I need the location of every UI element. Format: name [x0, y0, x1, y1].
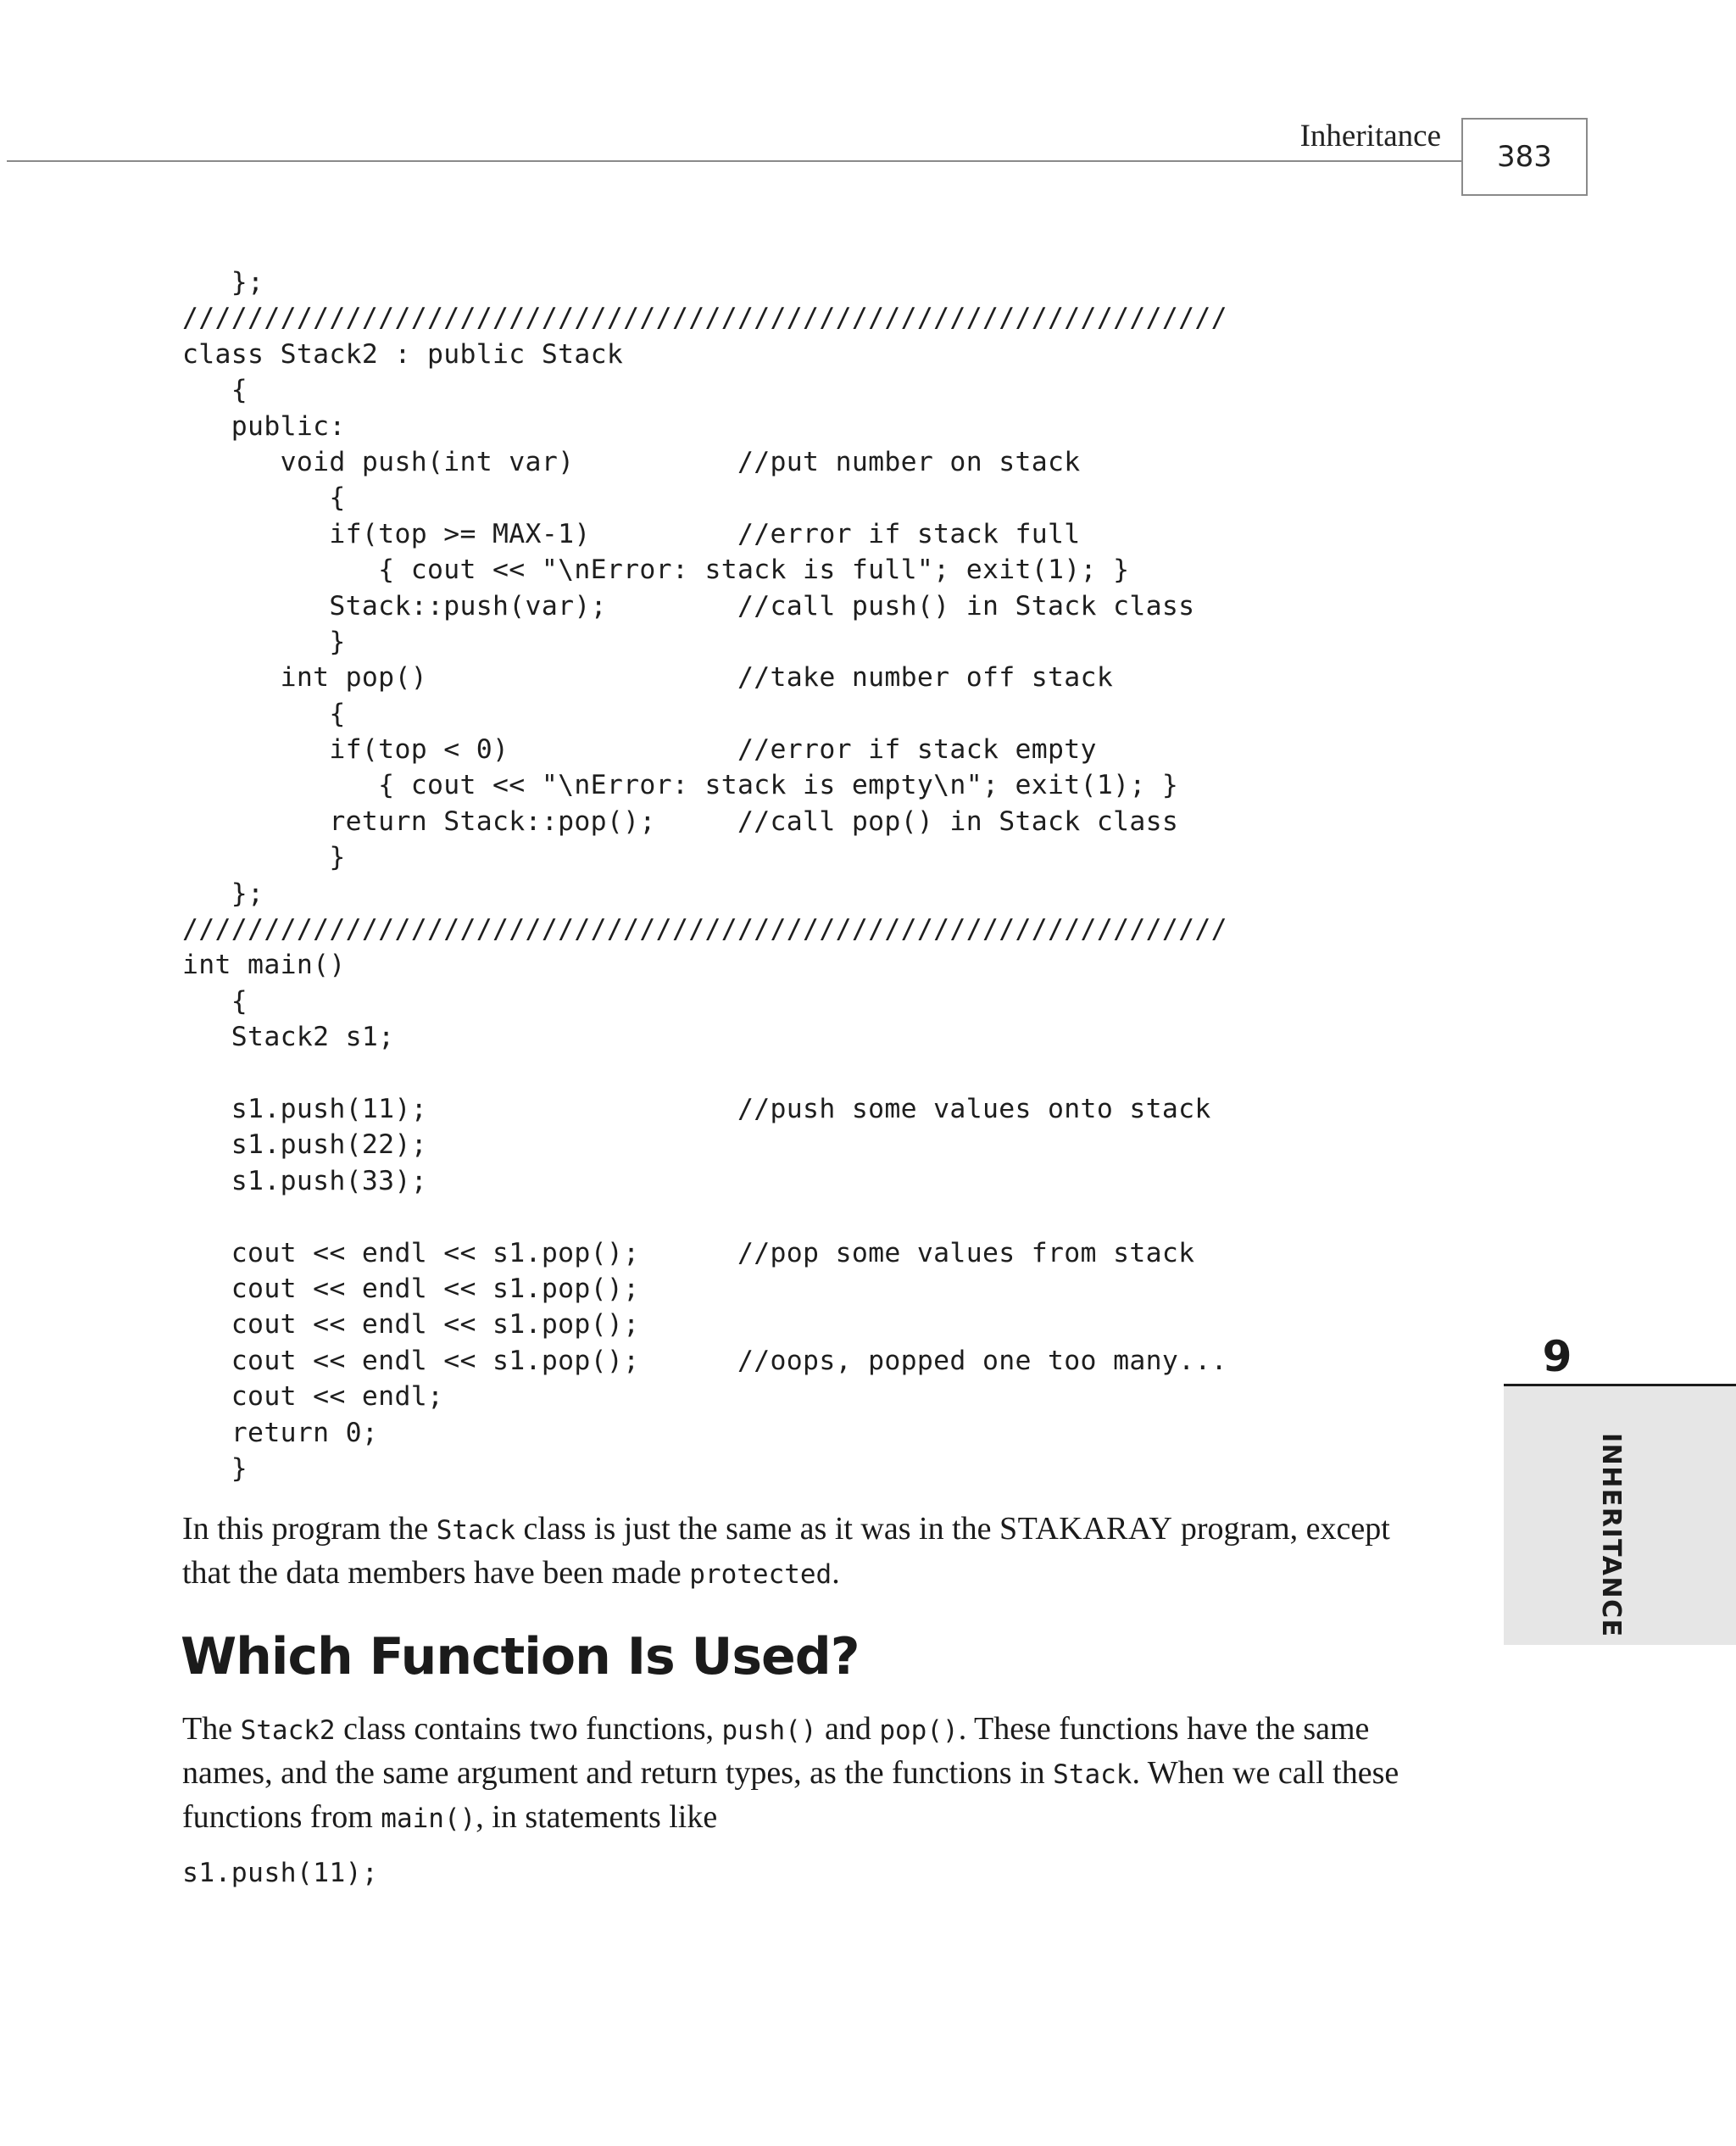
text-run: The	[182, 1711, 241, 1747]
code-line: cout << endl << s1.pop();	[182, 1273, 640, 1304]
code-line	[182, 1056, 1227, 1091]
code-line: ////////////////////////////////////////////////////////////////	[182, 303, 1227, 334]
inline-code: pop()	[879, 1715, 959, 1746]
code-line: cout << endl;	[182, 1381, 444, 1413]
code-line: }	[182, 626, 346, 657]
code-line: cout << endl << s1.pop(); //pop some values from stack	[182, 1237, 1195, 1268]
text-run: .	[832, 1555, 840, 1591]
inline-code: push()	[721, 1715, 817, 1746]
code-line: };	[182, 267, 264, 298]
chapter-title: INHERITANCE	[1596, 1433, 1626, 1638]
code-line: s1.push(11); //push some values onto stack	[182, 1093, 1211, 1124]
code-line: cout << endl << s1.pop();	[182, 1309, 640, 1341]
text-run: , in statements like	[476, 1799, 718, 1835]
paragraph-which-function	[182, 1708, 1437, 1840]
text-run: program, except that the data members have been made	[182, 1511, 1390, 1591]
code-line: class Stack2 : public Stack	[182, 338, 624, 370]
code-line: {	[182, 482, 346, 514]
code-line: ////////////////////////////////////////////////////////////////	[182, 914, 1227, 945]
code-line: cout << endl << s1.pop(); //oops, popped one too many...	[182, 1345, 1227, 1376]
code-line: };	[182, 878, 264, 909]
code-line: { cout << "\nError: stack is full"; exit(1); }	[182, 555, 1130, 586]
code-line: { cout << "\nError: stack is empty\n"; exit(1); }	[182, 770, 1179, 801]
paragraph-protected-members	[182, 1508, 1437, 1596]
code-line: public:	[182, 410, 346, 442]
code-line: void push(int var) //put number on stack	[182, 446, 1081, 477]
code-line: {	[182, 985, 248, 1017]
code-line: if(top >= MAX-1) //error if stack full	[182, 518, 1081, 549]
text-run: and	[816, 1711, 880, 1747]
code-line: int main()	[182, 950, 346, 981]
section-heading: Which Function Is Used?	[181, 1627, 860, 1686]
code-line: {	[182, 698, 346, 729]
code-line: int pop() //take number off stack	[182, 662, 1114, 694]
text-run: . When we call these functions from	[182, 1755, 1399, 1835]
code-line: }	[182, 842, 346, 873]
code-line: s1.push(22);	[182, 1129, 427, 1161]
text-run: class is just the same as it was in the	[515, 1511, 1000, 1547]
running-head: Inheritance	[1299, 119, 1441, 153]
program-name: STAKARAY	[999, 1511, 1173, 1547]
chapter-number: 9	[1542, 1332, 1572, 1381]
code-line: if(top < 0) //error if stack empty	[182, 734, 1097, 766]
code-line: s1.push(33);	[182, 1165, 427, 1196]
text-run: . These functions have the same names, and the same argument and return types, as the functions in	[182, 1711, 1370, 1791]
code-line: return 0;	[182, 1417, 379, 1448]
header-rule	[7, 160, 1461, 162]
text-run: In this program the	[182, 1511, 437, 1547]
code-listing	[182, 265, 1227, 1486]
code-line	[182, 1199, 1227, 1235]
inline-code: Stack2	[240, 1715, 336, 1746]
inline-code: protected	[689, 1559, 832, 1590]
inline-code: Stack	[436, 1515, 516, 1546]
code-line: {	[182, 375, 248, 406]
code-line: return Stack::pop(); //call pop() in Stack class	[182, 805, 1179, 837]
page-number: 383	[1461, 118, 1588, 196]
code-line: Stack::push(var); //call push() in Stack class	[182, 590, 1195, 622]
inline-code: main()	[381, 1803, 476, 1834]
text-run: class contains two functions,	[335, 1711, 722, 1747]
inline-code: Stack	[1053, 1759, 1132, 1790]
code-line: }	[182, 1452, 248, 1484]
code-line: Stack2 s1;	[182, 1022, 395, 1053]
code-snippet: s1.push(11);	[182, 1858, 379, 1888]
